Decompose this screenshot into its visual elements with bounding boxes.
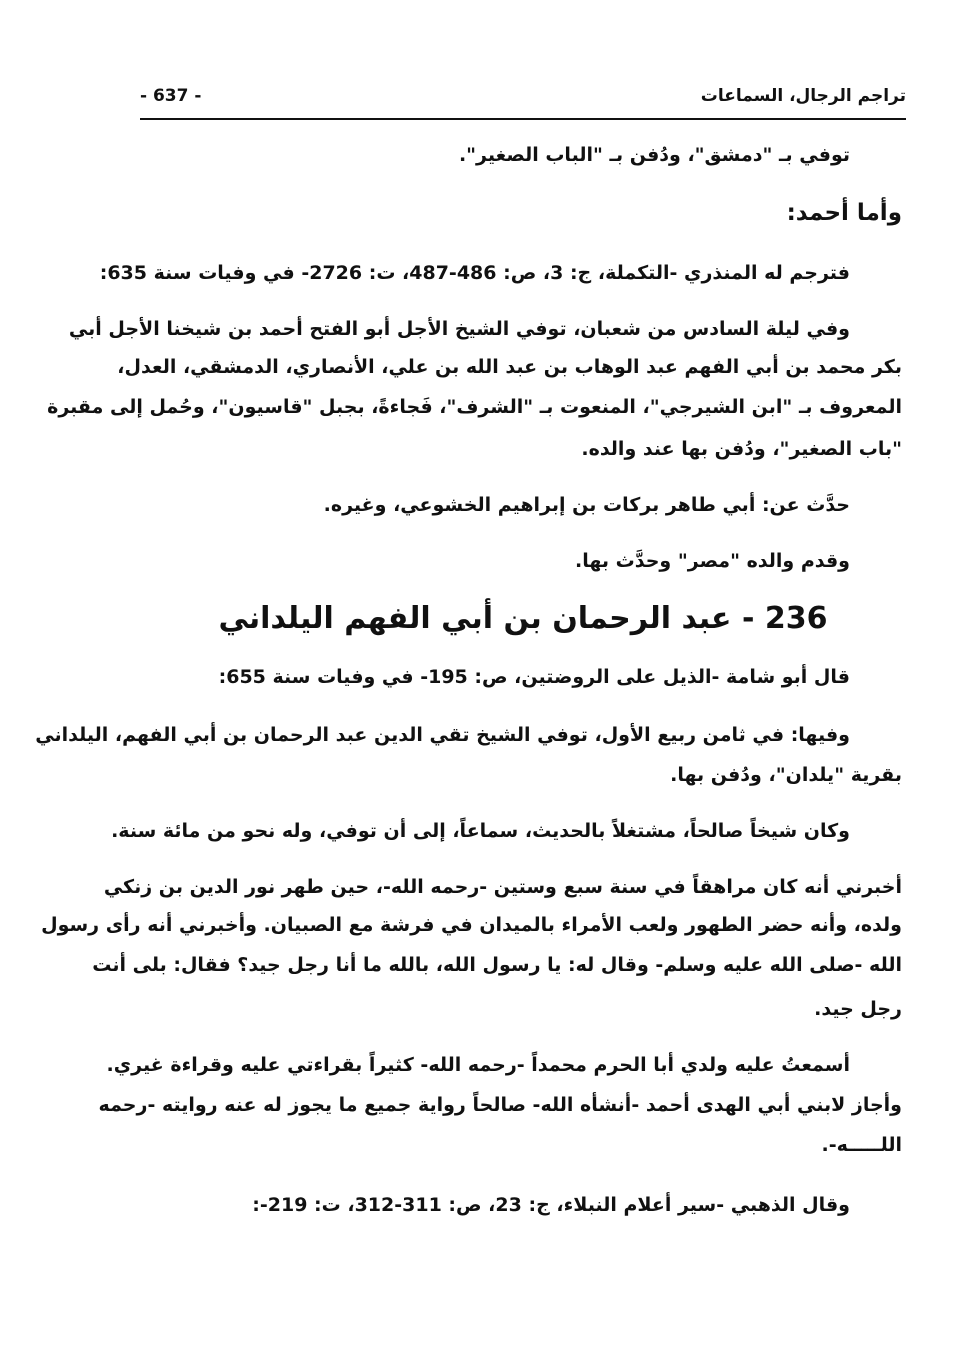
paragraph-hadith-from: حدَّث عن: أبي طاهر بركات بن إبراهيم الخشوعي، وغيره. — [323, 494, 850, 516]
paragraph-mundhiri-source: فترجم له المنذري -التكملة، ج: 3، ص: 486-487، ت: 2726- في وفيات سنة 635: — [99, 262, 850, 284]
paragraph-account-line-1: أخبرني أنه كان مراهقاً في سنة سبع وستين -رحمه الله-، حين طهر نور الدين بن زنكي — [103, 876, 902, 898]
paragraph-account-line-3: الله -صلى الله عليه وسلم- وقال له: يا رسول الله، بالله ما أنا رجل جيد؟ فقال: بلى أنت — [92, 954, 902, 976]
paragraph-death-line-1: وفيها: في ثامن ربيع الأول، توفي الشيخ تقي الدين عبد الرحمان بن أبي الفهم، اليلداني — [35, 724, 850, 746]
paragraph-shaykh-description: وكان شيخاً صالحاً، مشتغلاً بالحديث، سماعاً، إلى أن توفي، وله نحو من مائة سنة. — [111, 820, 850, 842]
paragraph-account-line-4: رجل جيد. — [814, 998, 902, 1020]
running-header-title: تراجم الرجال، السماعات — [700, 86, 906, 106]
paragraph-abu-shama-source: قال أبو شامة -الذيل على الروضتين، ص: 195- في وفيات سنة 655: — [218, 666, 850, 688]
entry-title: 236 - عبد الرحمان بن أبي الفهم اليلداني — [218, 601, 828, 636]
paragraph-ahmad-line-3: المعروف بـ "ابن الشيرجي"، المنعوت بـ "الشرف"، فَجاءةً، بجبل "قاسيون"، وحُمل إلى مقبرة — [47, 396, 902, 418]
paragraph-death-line-2: بقرية "يلدان"، ودُفن بها. — [670, 764, 902, 786]
running-header — [140, 86, 906, 116]
paragraph-ijaza-line-2: وأجاز لابني أبي الهدى أحمد -أنشأه الله- صالحاً رواية جميع ما يجوز له عنه روايته -رحمه — [98, 1094, 902, 1116]
paragraph-ahmad-line-1: وفي ليلة السادس من شعبان، توفي الشيخ الأجل أبو الفتح أحمد بن شيخنا الأجل أبي — [68, 318, 850, 340]
section-subheading-ahmad: وأما أحمد: — [786, 200, 902, 226]
paragraph-death-place: توفي بـ "دمشق"، ودُفن بـ "الباب الصغير". — [458, 144, 850, 166]
header-rule — [140, 118, 906, 120]
paragraph-ahmad-line-2: بكر محمد بن أبي الفهم عبد الوهاب بن عبد الله بن علي، الأنصاري، الدمشقي، العدل، — [117, 356, 902, 378]
paragraph-ahmad-line-4: "باب الصغير"، ودُفن بها عند والده. — [581, 438, 902, 460]
paragraph-father-egypt: وقدم والده "مصر" وحدَّث بها. — [575, 550, 850, 572]
paragraph-ijaza-line-3: اللـــــه-. — [821, 1134, 902, 1156]
paragraph-ijaza-line-1: أسمعتُ عليه ولدي أبا الحرم محمداً -رحمه الله- كثيراً بقراءتي عليه وقراءة غيري. — [106, 1054, 850, 1076]
page-number: - 637 - — [140, 86, 202, 106]
paragraph-account-line-2: ولده، وأنه حضر الطهور ولعب الأمراء بالميدان في فرشة مع الصبيان. وأخبرني أنه رأى رسول — [41, 914, 902, 936]
paragraph-dhahabi-source: وقال الذهبي -سير أعلام النبلاء، ج: 23، ص: 311-312، ت: 219-: — [252, 1194, 850, 1216]
